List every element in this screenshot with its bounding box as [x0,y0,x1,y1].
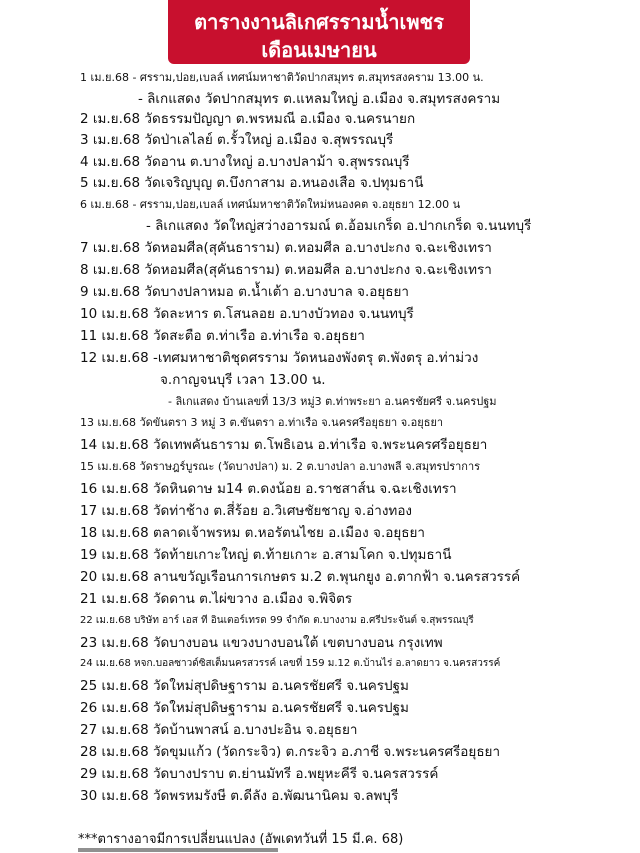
schedule-row [80,69,484,87]
schedule-row [80,612,474,630]
schedule-row [80,502,412,520]
schedule-venue: วัดดาน ต.ไผ่ขวาง อ.เมือง จ.พิจิตร [152,591,353,607]
schedule-row [80,787,398,805]
schedule-row [160,371,326,389]
schedule-row [80,699,409,717]
schedule-date: 13 เม.ย.68 [80,416,136,429]
schedule-date: 7 เม.ย.68 [80,240,141,256]
schedule-date: 11 เม.ย.68 [80,328,149,344]
schedule-row [80,458,480,476]
schedule-row [80,436,487,454]
schedule-venue: วัดท้ายเกาะใหญ่ ต.ท้ายเกาะ อ.สามโคก จ.ปทุมธานี [152,547,452,563]
schedule-date: 10 เม.ย.68 [80,306,149,322]
schedule-venue: วัดใหม่สุปดิษฐาราม อ.นครชัยศรี จ.นครปฐม [152,700,409,716]
schedule-venue: ตลาดเจ้าพรหม ต.หอรัตนไชย อ.เมือง จ.อยุธยา [152,525,426,541]
schedule-venue: วัดบางบอน แขวงบางบอนใต้ เขตบางบอน กรุงเทพ [152,635,443,651]
schedule-date: 4 เม.ย.68 [80,154,141,170]
schedule-date: 15 เม.ย.68 [80,460,136,473]
schedule-date: 28 เม.ย.68 [80,744,149,760]
schedule-venue: จ.กาญจนบุรี เวลา 13.00 น. [160,372,326,388]
schedule-venue: วัดธรรมปัญญา ต.พรหมณี อ.เมือง จ.นครนายก [144,111,416,127]
schedule-venue: วัดใหม่สุปดิษฐาราม อ.นครชัยศรี จ.นครปฐม [152,678,409,694]
schedule-date: 1 เม.ย.68 [80,71,129,84]
schedule-row [80,414,443,432]
schedule-row [80,327,365,345]
schedule-venue: วัดเทพคันธาราม ต.โพธิเอน อ.ท่าเรือ จ.พระนครศรีอยุธยา [152,437,488,453]
schedule-row [80,568,520,586]
title-line-2: เดือนเมษายน [261,38,377,62]
schedule-date: 12 เม.ย.68 [80,350,149,366]
update-note: ***ตารางอาจมีการเปลี่ยนแปลง (อัพเดทวันที่ 15 มี.ค. 68) [78,832,404,847]
schedule-row [80,110,415,128]
schedule-row [138,90,500,108]
schedule-venue: วัดขันตรา 3 หมู่ 3 ต.ขันตรา อ.ท่าเรือ จ.นครศรีอยุธยา จ.อยุธยา [139,416,444,429]
schedule-row [80,655,500,673]
schedule-row [80,349,478,367]
schedule-venue: - ลิเกแสดง บ้านเลขที่ 13/3 หมู่3 ต.ท่าพระยา อ.นครชัยศรี จ.นครปฐม [168,395,497,408]
schedule-date: 30 เม.ย.68 [80,788,149,804]
schedule-row [80,634,443,652]
schedule-venue: วัดบางปราบ ต.ย่านมัทรี อ.พยุหะคีรี จ.นครสวรรค์ [152,766,439,782]
schedule-venue: วัดอาน ต.บางใหญ่ อ.บางปลาม้า จ.สุพรรณบุรี [144,154,410,170]
schedule-date: 5 เม.ย.68 [80,175,141,191]
schedule-row [168,393,497,411]
schedule-venue: วัดหอมศีล(สุคันธาราม) ต.หอมศีล อ.บางปะกง จ.ฉะเชิงเทรา [144,262,492,278]
schedule-row [80,546,451,564]
schedule-date: 2 เม.ย.68 [80,111,141,127]
schedule-date: 18 เม.ย.68 [80,525,149,541]
schedule-venue: วัดพรหมรังษี ต.ดีลัง อ.พัฒนานิคม จ.ลพบุรี [152,788,399,804]
schedule-date: 19 เม.ย.68 [80,547,149,563]
schedule-date: 3 เม.ย.68 [80,132,141,148]
schedule-date: 16 เม.ย.68 [80,481,149,497]
schedule-row [80,261,492,279]
schedule-venue: วัดสะตือ ต.ท่าเรือ อ.ท่าเรือ จ.อยุธยา [152,328,365,344]
schedule-venue: หจก.บอลซาวด์ซิสเต็มนครสวรรค์ เลขที่ 159 ม.12 ต.บ้านไร่ อ.ลาดยาว จ.นครสวรรค์ [134,658,501,669]
schedule-date: 29 เม.ย.68 [80,766,149,782]
schedule-venue: บริษัท อาร์ เอส ที อินเตอร์เทรด 99 จำกัด ต.บางงาม อ.ศรีประจันต์ จ.สุพรรณบุรี [134,615,474,626]
title-line-1: ตารางงานลิเกศรรามน้ำเพชร [194,10,444,34]
schedule-row [80,677,409,695]
schedule-venue: วัดเจริญบุญ ต.บึงกาสาม อ.หนองเสือ จ.ปทุมธานี [144,175,424,191]
schedule-row [146,217,531,235]
schedule-row [80,480,457,498]
schedule-venue: วัดบ้านพาสน์ อ.บางปะอิน จ.อยุธยา [152,722,358,738]
schedule-venue: - ลิเกแสดง วัดปากสมุทร ต.แหลมใหญ่ อ.เมือง จ.สมุทรสงคราม [138,91,501,107]
schedule-row [80,743,500,761]
schedule-venue: วัดบางปลาหมอ ต.น้ำเต้า อ.บางบาล จ.อยุธยา [144,284,410,300]
cropped-text-line [78,848,278,852]
schedule-venue: วัดหอมศีล(สุคันธาราม) ต.หอมศีล อ.บางปะกง จ.ฉะเชิงเทรา [144,240,492,256]
schedule-date: 8 เม.ย.68 [80,262,141,278]
schedule-date: 26 เม.ย.68 [80,700,149,716]
schedule-row [80,174,423,192]
schedule-row [80,283,409,301]
schedule-row [80,721,357,739]
schedule-row [80,239,492,257]
schedule-date: 23 เม.ย.68 [80,635,149,651]
schedule-date: 21 เม.ย.68 [80,591,149,607]
schedule-date: 22 เม.ย.68 [80,615,131,626]
schedule-venue: ลานขวัญเรือนการเกษตร ม.2 ต.พุนกยูง อ.ตากฟ้า จ.นครสวรรค์ [152,569,521,585]
schedule-row [80,765,438,783]
schedule-date: 25 เม.ย.68 [80,678,149,694]
schedule-venue: วัดหินดาษ ม14 ต.ดงน้อย อ.ราชสาส์น จ.ฉะเชิงเทรา [152,481,457,497]
schedule-row [80,196,460,214]
schedule-venue: - ลิเกแสดง วัดใหญ่สว่างอารมณ์ ต.อ้อมเกร็ด อ.ปากเกร็ด จ.นนทบุรี [146,218,532,234]
schedule-venue: - ศรราม,ปอย,เบลล์ เทศน์มหาชาติวัดใหม่หนองคต จ.อยุธยา 12.00 น [132,198,461,211]
schedule-venue: -เทศมหาชาติชุดศรราม วัดหนองพังตรุ ต.พังตรุ อ.ท่าม่วง [152,350,479,366]
schedule-date: 6 เม.ย.68 [80,198,129,211]
schedule-date: 17 เม.ย.68 [80,503,149,519]
schedule-date: 9 เม.ย.68 [80,284,141,300]
schedule-venue: - ศรราม,ปอย,เบลล์ เทศน์มหาชาติวัดปากสมุทร ต.สมุทรสงคราม 13.00 น. [132,71,484,84]
schedule-row [80,524,425,542]
schedule-venue: วัดขุมแก้ว (วัดกระจิว) ต.กระจิว อ.ภาชี จ.พระนครศรีอยุธยา [152,744,501,760]
schedule-venue: วัดราษฎร์บูรณะ (วัดบางปลา) ม. 2 ต.บางปลา อ.บางพลี จ.สมุทรปราการ [139,460,481,473]
schedule-row [80,131,393,149]
schedule-row [80,153,410,171]
schedule-date: 20 เม.ย.68 [80,569,149,585]
schedule-date: 14 เม.ย.68 [80,437,149,453]
schedule-row [80,305,414,323]
schedule-date: 24 เม.ย.68 [80,658,131,669]
schedule-date: 27 เม.ย.68 [80,722,149,738]
schedule-venue: วัดป่าเลไลย์ ต.รั้วใหญ่ อ.เมือง จ.สุพรรณบุรี [144,132,394,148]
schedule-venue: วัดท่าช้าง ต.สี่ร้อย อ.วิเศษชัยชาญ จ.อ่างทอง [152,503,413,519]
schedule-venue: วัดละหาร ต.โสนลอย อ.บางบัวทอง จ.นนทบุรี [152,306,414,322]
schedule-row [80,590,352,608]
